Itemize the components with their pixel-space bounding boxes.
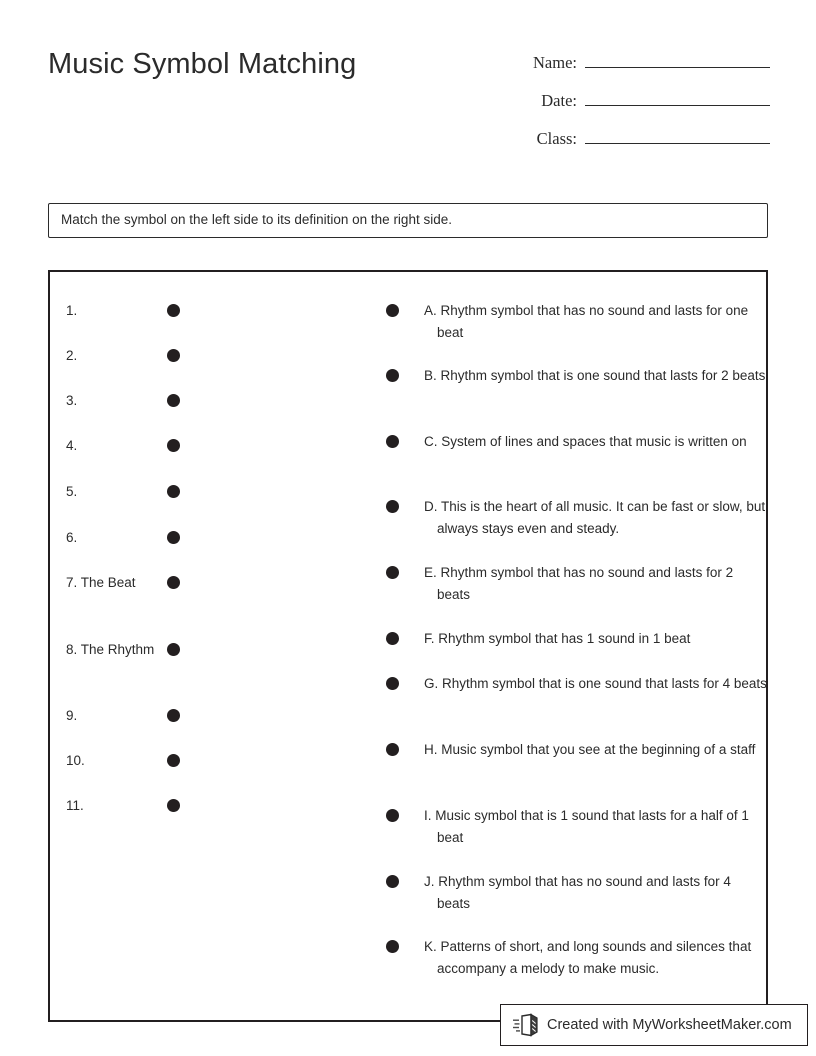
class-field-input[interactable] <box>585 126 770 144</box>
matching-right-dot[interactable] <box>386 369 399 382</box>
matching-exercise-box <box>48 270 768 1022</box>
matching-left-label: 10. <box>66 753 85 768</box>
matching-right-text: D. This is the heart of all music. It can be fast or slow, but always stays even and steady. <box>424 499 766 536</box>
matching-right-text: B. Rhythm symbol that is one sound that lasts for 2 beats <box>424 368 766 383</box>
matching-right-dot[interactable] <box>386 500 399 513</box>
matching-right-dot[interactable] <box>386 566 399 579</box>
matching-left-dot[interactable] <box>167 485 180 498</box>
worksheet-maker-logo-icon <box>513 1013 539 1037</box>
matching-left-label: 4. <box>66 438 78 453</box>
matching-right-text: A. Rhythm symbol that has no sound and lasts for one beat <box>424 303 749 340</box>
matching-left-dot[interactable] <box>167 576 180 589</box>
matching-left-label: 6. <box>66 530 78 545</box>
matching-right-dot[interactable] <box>386 875 399 888</box>
matching-right-dot[interactable] <box>386 809 399 822</box>
footer-credit-badge[interactable] <box>500 1004 808 1046</box>
matching-right-text: I. Music symbol that is 1 sound that lasts for a half of 1 beat <box>424 808 749 845</box>
matching-columns <box>50 272 766 1020</box>
matching-left-dot[interactable] <box>167 799 180 812</box>
matching-left-label: 11. <box>66 798 84 813</box>
instructions-box <box>48 203 768 238</box>
matching-left-label: 5. <box>66 484 78 499</box>
matching-left-dot[interactable] <box>167 643 180 656</box>
matching-right-text: C. System of lines and spaces that music is written on <box>424 434 747 449</box>
matching-right-dot[interactable] <box>386 304 399 317</box>
matching-right-text: F. Rhythm symbol that has 1 sound in 1 beat <box>424 631 691 646</box>
date-field-label: Date: <box>541 91 577 110</box>
matching-right-dot[interactable] <box>386 632 399 645</box>
name-field-label: Name: <box>533 53 577 72</box>
matching-left-dot[interactable] <box>167 394 180 407</box>
matching-left-label: 9. <box>66 708 78 723</box>
class-field-label: Class: <box>536 129 577 148</box>
matching-right-text: H. Music symbol that you see at the beginning of a staff <box>424 742 756 757</box>
matching-right-text: K. Patterns of short, and long sounds and silences that accompany a melody to make music. <box>424 939 752 976</box>
matching-right-dot[interactable] <box>386 677 399 690</box>
student-info-fields <box>500 50 770 164</box>
name-field-input[interactable] <box>585 50 770 68</box>
matching-right-text: G. Rhythm symbol that is one sound that lasts for 4 beats <box>424 676 767 691</box>
matching-left-dot[interactable] <box>167 754 180 767</box>
matching-right-dot[interactable] <box>386 435 399 448</box>
matching-left-dot[interactable] <box>167 439 180 452</box>
matching-left-dot[interactable] <box>167 349 180 362</box>
matching-right-dot[interactable] <box>386 743 399 756</box>
matching-right-text: E. Rhythm symbol that has no sound and lasts for 2 beats <box>424 565 734 602</box>
date-field-row <box>500 88 770 126</box>
matching-left-label: 7. The Beat <box>66 575 136 590</box>
footer-credit-text: Created with MyWorksheetMaker.com <box>547 1017 792 1033</box>
matching-left-dot[interactable] <box>167 709 180 722</box>
date-field-input[interactable] <box>585 88 770 106</box>
instructions-text: Match the symbol on the left side to its definition on the right side. <box>61 212 452 228</box>
matching-left-label: 3. <box>66 393 78 408</box>
name-field-row <box>500 50 770 88</box>
matching-left-label: 8. The Rhythm <box>66 642 155 657</box>
matching-left-label: 2. <box>66 348 78 363</box>
page-title: Music Symbol Matching <box>48 48 357 80</box>
matching-left-label: 1. <box>66 303 78 318</box>
matching-left-dot[interactable] <box>167 531 180 544</box>
matching-right-text: J. Rhythm symbol that has no sound and lasts for 4 beats <box>424 874 731 911</box>
matching-right-dot[interactable] <box>386 940 399 953</box>
matching-left-dot[interactable] <box>167 304 180 317</box>
class-field-row <box>500 126 770 164</box>
